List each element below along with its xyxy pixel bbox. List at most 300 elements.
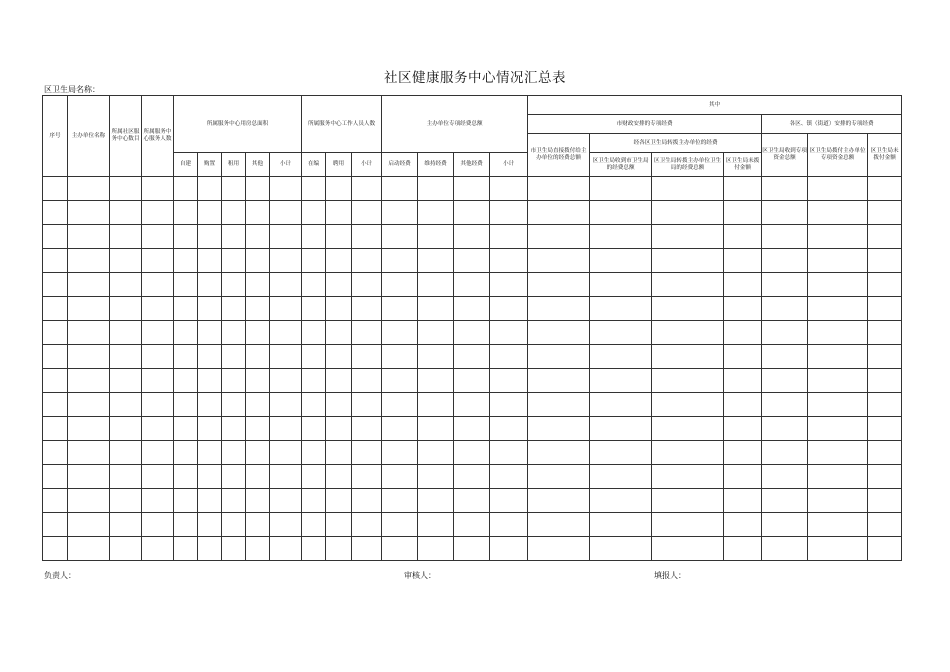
table-cell[interactable] [246,297,270,321]
table-cell[interactable] [326,321,352,345]
table-cell[interactable] [652,345,724,369]
table-cell[interactable] [808,345,868,369]
table-cell[interactable] [590,177,652,201]
table-cell[interactable] [68,321,110,345]
table-cell[interactable] [198,465,222,489]
table-cell[interactable] [652,417,724,441]
table-cell[interactable] [43,393,68,417]
table-cell[interactable] [68,417,110,441]
table-cell[interactable] [868,369,902,393]
table-cell[interactable] [142,225,174,249]
table-cell[interactable] [246,225,270,249]
table-cell[interactable] [808,417,868,441]
table-cell[interactable] [454,537,490,561]
table-cell[interactable] [762,201,808,225]
table-cell[interactable] [270,177,302,201]
table-cell[interactable] [490,345,528,369]
table-cell[interactable] [762,417,808,441]
table-cell[interactable] [418,417,454,441]
table-cell[interactable] [490,321,528,345]
table-cell[interactable] [352,321,382,345]
table-cell[interactable] [652,273,724,297]
table-cell[interactable] [352,345,382,369]
table-cell[interactable] [142,249,174,273]
table-cell[interactable] [528,537,590,561]
table-cell[interactable] [724,465,762,489]
table-cell[interactable] [68,177,110,201]
table-cell[interactable] [198,417,222,441]
table-cell[interactable] [528,369,590,393]
table-cell[interactable] [270,249,302,273]
table-cell[interactable] [590,369,652,393]
table-cell[interactable] [68,489,110,513]
table-cell[interactable] [528,417,590,441]
table-cell[interactable] [454,441,490,465]
table-cell[interactable] [724,201,762,225]
table-cell[interactable] [142,273,174,297]
table-cell[interactable] [382,225,418,249]
table-cell[interactable] [868,537,902,561]
table-cell[interactable] [808,465,868,489]
table-cell[interactable] [110,513,142,537]
table-cell[interactable] [198,225,222,249]
table-cell[interactable] [142,297,174,321]
table-cell[interactable] [528,513,590,537]
table-cell[interactable] [762,297,808,321]
table-cell[interactable] [652,369,724,393]
table-cell[interactable] [43,441,68,465]
table-cell[interactable] [762,177,808,201]
table-cell[interactable] [270,489,302,513]
table-cell[interactable] [418,465,454,489]
table-cell[interactable] [590,537,652,561]
table-cell[interactable] [43,369,68,393]
table-cell[interactable] [490,441,528,465]
table-cell[interactable] [724,345,762,369]
table-cell[interactable] [222,177,246,201]
table-cell[interactable] [174,513,198,537]
table-cell[interactable] [222,441,246,465]
table-cell[interactable] [246,441,270,465]
table-cell[interactable] [302,417,326,441]
table-cell[interactable] [868,273,902,297]
table-cell[interactable] [68,537,110,561]
table-cell[interactable] [198,177,222,201]
table-cell[interactable] [808,393,868,417]
table-cell[interactable] [326,369,352,393]
table-cell[interactable] [68,225,110,249]
table-cell[interactable] [808,513,868,537]
table-cell[interactable] [528,393,590,417]
table-cell[interactable] [382,249,418,273]
table-cell[interactable] [352,177,382,201]
table-cell[interactable] [808,177,868,201]
table-cell[interactable] [652,393,724,417]
table-cell[interactable] [652,225,724,249]
table-cell[interactable] [868,393,902,417]
table-cell[interactable] [302,441,326,465]
table-cell[interactable] [270,345,302,369]
table-cell[interactable] [198,321,222,345]
table-cell[interactable] [302,513,326,537]
table-cell[interactable] [590,201,652,225]
table-cell[interactable] [762,465,808,489]
table-cell[interactable] [302,297,326,321]
table-cell[interactable] [454,417,490,441]
table-cell[interactable] [418,273,454,297]
table-cell[interactable] [454,225,490,249]
table-cell[interactable] [418,441,454,465]
table-cell[interactable] [454,345,490,369]
table-cell[interactable] [418,537,454,561]
table-cell[interactable] [724,369,762,393]
table-cell[interactable] [326,177,352,201]
table-cell[interactable] [270,441,302,465]
table-cell[interactable] [490,249,528,273]
table-cell[interactable] [724,321,762,345]
table-cell[interactable] [454,489,490,513]
table-cell[interactable] [490,369,528,393]
table-cell[interactable] [762,225,808,249]
table-cell[interactable] [68,441,110,465]
table-cell[interactable] [352,417,382,441]
table-cell[interactable] [724,489,762,513]
table-cell[interactable] [652,465,724,489]
table-cell[interactable] [246,273,270,297]
table-cell[interactable] [246,249,270,273]
table-cell[interactable] [198,513,222,537]
table-cell[interactable] [528,441,590,465]
table-cell[interactable] [110,369,142,393]
table-cell[interactable] [198,441,222,465]
table-cell[interactable] [142,345,174,369]
table-cell[interactable] [724,249,762,273]
table-cell[interactable] [270,225,302,249]
table-cell[interactable] [418,177,454,201]
table-cell[interactable] [43,321,68,345]
table-cell[interactable] [142,417,174,441]
table-cell[interactable] [246,489,270,513]
table-cell[interactable] [454,465,490,489]
table-cell[interactable] [590,321,652,345]
table-cell[interactable] [68,369,110,393]
table-cell[interactable] [198,273,222,297]
table-cell[interactable] [762,537,808,561]
table-cell[interactable] [270,537,302,561]
table-cell[interactable] [652,489,724,513]
table-cell[interactable] [246,513,270,537]
table-cell[interactable] [454,273,490,297]
table-cell[interactable] [418,489,454,513]
table-cell[interactable] [326,345,352,369]
table-cell[interactable] [246,345,270,369]
table-cell[interactable] [418,345,454,369]
table-cell[interactable] [43,201,68,225]
table-cell[interactable] [174,441,198,465]
table-cell[interactable] [43,345,68,369]
table-cell[interactable] [652,441,724,465]
table-cell[interactable] [352,273,382,297]
table-cell[interactable] [652,249,724,273]
table-cell[interactable] [454,297,490,321]
table-cell[interactable] [68,249,110,273]
table-cell[interactable] [490,177,528,201]
table-cell[interactable] [142,321,174,345]
table-cell[interactable] [43,249,68,273]
table-cell[interactable] [590,393,652,417]
table-cell[interactable] [762,489,808,513]
table-cell[interactable] [352,249,382,273]
table-cell[interactable] [868,441,902,465]
table-cell[interactable] [352,369,382,393]
table-cell[interactable] [808,273,868,297]
table-cell[interactable] [302,321,326,345]
table-cell[interactable] [382,369,418,393]
table-cell[interactable] [528,345,590,369]
table-cell[interactable] [490,201,528,225]
table-cell[interactable] [868,177,902,201]
table-cell[interactable] [382,321,418,345]
table-cell[interactable] [528,201,590,225]
table-cell[interactable] [174,225,198,249]
table-cell[interactable] [270,393,302,417]
table-cell[interactable] [302,249,326,273]
table-cell[interactable] [302,393,326,417]
table-cell[interactable] [490,513,528,537]
table-cell[interactable] [326,441,352,465]
table-cell[interactable] [110,225,142,249]
table-cell[interactable] [454,177,490,201]
table-cell[interactable] [868,489,902,513]
table-cell[interactable] [326,249,352,273]
table-cell[interactable] [868,345,902,369]
table-cell[interactable] [270,321,302,345]
table-cell[interactable] [724,513,762,537]
table-cell[interactable] [762,345,808,369]
table-cell[interactable] [43,537,68,561]
table-cell[interactable] [528,249,590,273]
table-cell[interactable] [382,273,418,297]
table-cell[interactable] [270,417,302,441]
table-cell[interactable] [352,201,382,225]
table-cell[interactable] [222,201,246,225]
table-cell[interactable] [326,489,352,513]
table-cell[interactable] [652,321,724,345]
table-cell[interactable] [352,297,382,321]
table-cell[interactable] [43,513,68,537]
table-cell[interactable] [222,225,246,249]
table-cell[interactable] [43,273,68,297]
table-cell[interactable] [590,489,652,513]
table-cell[interactable] [382,417,418,441]
table-cell[interactable] [490,465,528,489]
table-cell[interactable] [246,321,270,345]
table-cell[interactable] [808,249,868,273]
table-cell[interactable] [270,369,302,393]
table-cell[interactable] [110,273,142,297]
table-cell[interactable] [43,465,68,489]
table-cell[interactable] [302,273,326,297]
table-cell[interactable] [110,393,142,417]
table-cell[interactable] [724,393,762,417]
table-cell[interactable] [454,321,490,345]
table-cell[interactable] [198,369,222,393]
table-cell[interactable] [174,417,198,441]
table-cell[interactable] [868,249,902,273]
table-cell[interactable] [418,369,454,393]
table-cell[interactable] [418,297,454,321]
table-cell[interactable] [110,321,142,345]
table-cell[interactable] [762,513,808,537]
table-cell[interactable] [382,177,418,201]
table-cell[interactable] [68,273,110,297]
table-cell[interactable] [302,369,326,393]
table-cell[interactable] [174,345,198,369]
table-cell[interactable] [270,465,302,489]
table-cell[interactable] [352,393,382,417]
table-cell[interactable] [68,393,110,417]
table-cell[interactable] [222,537,246,561]
table-cell[interactable] [174,177,198,201]
table-cell[interactable] [762,321,808,345]
table-cell[interactable] [418,249,454,273]
table-cell[interactable] [808,369,868,393]
table-cell[interactable] [724,297,762,321]
table-cell[interactable] [198,537,222,561]
table-cell[interactable] [454,201,490,225]
table-cell[interactable] [868,417,902,441]
table-cell[interactable] [43,417,68,441]
table-cell[interactable] [222,417,246,441]
table-cell[interactable] [454,393,490,417]
table-cell[interactable] [352,465,382,489]
table-cell[interactable] [590,465,652,489]
table-cell[interactable] [326,537,352,561]
table-cell[interactable] [222,249,246,273]
table-cell[interactable] [762,249,808,273]
table-cell[interactable] [174,537,198,561]
table-cell[interactable] [454,249,490,273]
table-cell[interactable] [302,201,326,225]
table-cell[interactable] [490,225,528,249]
table-cell[interactable] [198,201,222,225]
table-cell[interactable] [352,537,382,561]
table-cell[interactable] [808,225,868,249]
table-cell[interactable] [352,489,382,513]
table-cell[interactable] [222,297,246,321]
table-cell[interactable] [652,177,724,201]
table-cell[interactable] [246,465,270,489]
table-cell[interactable] [382,201,418,225]
table-cell[interactable] [868,465,902,489]
table-cell[interactable] [302,225,326,249]
table-cell[interactable] [198,297,222,321]
table-cell[interactable] [174,273,198,297]
table-cell[interactable] [43,177,68,201]
table-cell[interactable] [174,201,198,225]
table-cell[interactable] [382,441,418,465]
table-cell[interactable] [652,513,724,537]
table-cell[interactable] [174,297,198,321]
table-cell[interactable] [110,489,142,513]
table-cell[interactable] [270,297,302,321]
table-cell[interactable] [68,297,110,321]
table-cell[interactable] [110,249,142,273]
table-cell[interactable] [110,417,142,441]
table-cell[interactable] [110,177,142,201]
table-cell[interactable] [454,369,490,393]
table-cell[interactable] [326,201,352,225]
table-cell[interactable] [590,297,652,321]
table-cell[interactable] [174,321,198,345]
table-cell[interactable] [418,321,454,345]
table-cell[interactable] [110,441,142,465]
table-cell[interactable] [590,249,652,273]
table-cell[interactable] [528,273,590,297]
table-cell[interactable] [490,393,528,417]
table-cell[interactable] [382,537,418,561]
table-cell[interactable] [762,393,808,417]
table-cell[interactable] [724,225,762,249]
table-cell[interactable] [142,177,174,201]
table-cell[interactable] [382,297,418,321]
table-cell[interactable] [246,369,270,393]
table-cell[interactable] [490,489,528,513]
table-cell[interactable] [868,297,902,321]
table-cell[interactable] [222,345,246,369]
table-cell[interactable] [246,417,270,441]
table-cell[interactable] [68,345,110,369]
table-cell[interactable] [110,201,142,225]
table-cell[interactable] [808,297,868,321]
table-cell[interactable] [222,489,246,513]
table-cell[interactable] [68,465,110,489]
table-cell[interactable] [68,513,110,537]
table-cell[interactable] [454,513,490,537]
table-cell[interactable] [418,513,454,537]
table-cell[interactable] [142,393,174,417]
table-cell[interactable] [142,513,174,537]
table-cell[interactable] [590,345,652,369]
table-cell[interactable] [528,321,590,345]
table-cell[interactable] [142,465,174,489]
table-cell[interactable] [352,513,382,537]
table-cell[interactable] [808,441,868,465]
table-cell[interactable] [590,225,652,249]
table-cell[interactable] [43,297,68,321]
table-cell[interactable] [590,273,652,297]
table-cell[interactable] [418,393,454,417]
table-cell[interactable] [352,441,382,465]
table-cell[interactable] [352,225,382,249]
table-cell[interactable] [222,393,246,417]
table-cell[interactable] [418,201,454,225]
table-cell[interactable] [198,489,222,513]
table-cell[interactable] [43,489,68,513]
table-cell[interactable] [528,489,590,513]
table-cell[interactable] [490,273,528,297]
table-cell[interactable] [142,369,174,393]
table-cell[interactable] [142,489,174,513]
table-cell[interactable] [110,345,142,369]
table-cell[interactable] [222,321,246,345]
table-cell[interactable] [590,441,652,465]
table-cell[interactable] [590,417,652,441]
table-cell[interactable] [652,537,724,561]
table-cell[interactable] [762,441,808,465]
table-cell[interactable] [808,537,868,561]
table-cell[interactable] [270,513,302,537]
